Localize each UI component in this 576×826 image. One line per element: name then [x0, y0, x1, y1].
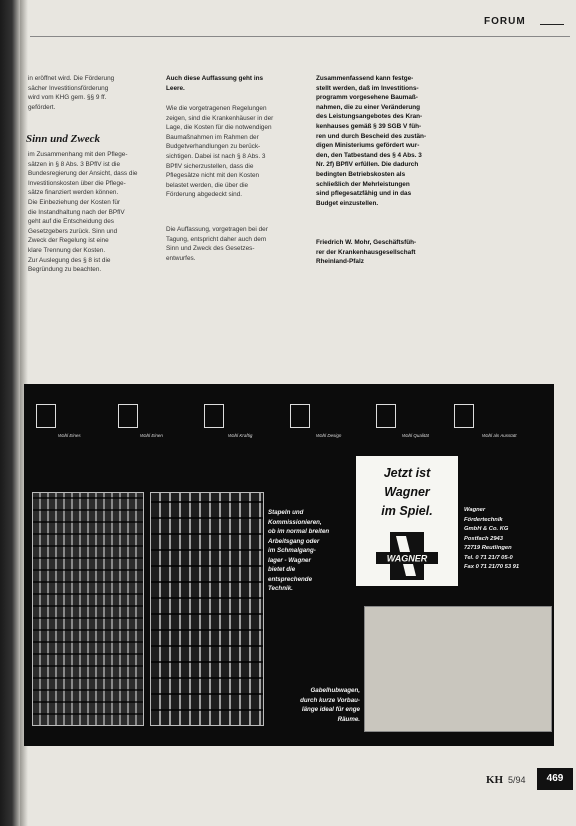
col2-para2: Wie die vorgetragenen Regelungen zeigen, sind die Krankenhäuser in der Lage, die Kosten für die notwendigen Baumaßnahmen im Rahmen der Budgetverhandlungen zu berück- sichtigen. Dabei ist nach § 8 Abs. 3 BPflV sicherzustellen, dass die Pflegesätze nicht mit den Kosten belastet werden, die über die Förderung abgedeckt sind.: [166, 105, 274, 199]
issue-number: 5/94: [508, 775, 526, 785]
section-header: FORUM: [484, 16, 526, 27]
pallet-truck-photo: [364, 606, 552, 732]
page-number: 469: [537, 768, 573, 790]
truck-row: [24, 386, 554, 438]
col3-para1: Zusammenfassend kann festge- stellt werden, daß im Investitions- programm vorgesehene Baumaß- nahmen, die zu einer Veränderung des Leistungsangebotes des Kran- kenhauses gemäß § 39 SGB V füh- ren und durch Bescheid des zustän- digen Ministeriums gefördert wur- den, den Tatbestand des § 4 Abs. 3 Nr. 2f) BPflV erfüllen. Die dadurch bedingten Betriebskosten als schließlich der Mehrleistungen sind pflegesatzfähig und in das Budget einzustellen.: [316, 75, 427, 207]
warehouse-photo-middle: [150, 492, 264, 726]
logo-text: WAGNER: [386, 553, 428, 564]
forklift-icon: [290, 404, 310, 428]
col2-para1: Auch diese Auffassung geht ins Leere.: [166, 75, 264, 92]
header-rule: [540, 24, 564, 25]
forklift-icon: [204, 404, 224, 428]
truck-label: Wahl Design: [316, 433, 342, 438]
truck-label: Wahl als Ausstatt: [482, 433, 517, 438]
forklift-icon: [454, 404, 474, 428]
forklift-icon: [118, 404, 138, 428]
magazine-brand: KH: [486, 774, 504, 786]
truck-label: Wahl Qualität: [402, 433, 429, 438]
book-binding: [0, 0, 20, 826]
col1-text-bottom: im Zusammenhang mit den Pflege- sätzen in § 8 Abs. 3 BPflV ist die Bundesregierung der Ansicht, dass die Investitionskosten über die Pflege- sätze finanziert werden können. Die Einbeziehung der Kosten für die Instandhaltung nach der BPflV geht auf die Entscheidung des Gesetzgebers zurück. Sinn und Zweck der Regelung ist eine klare Trennung der Kosten. Zur Auslegung des § 8 ist die Begründung zu beachten.: [28, 151, 138, 274]
warehouse-photo-left: [32, 492, 144, 726]
col2-para3: Die Auffassung, vorgetragen bei der Tagung, entspricht daher auch dem Sinn und Zweck des Gesetzes- entwurfes.: [166, 226, 268, 262]
slogan-box: [356, 456, 458, 586]
truck-label: Wahl Eines: [58, 433, 81, 438]
section-heading: Sinn und Zweck: [26, 133, 100, 145]
col3-signature: Friedrich W. Mohr, Geschäftsfüh- rer der Krankenhausgesellschaft Rheinland-Pfalz: [316, 239, 417, 266]
ad-caption-bottom: Gabelhubwagen, durch kurze Vorbau- länge ideal für enge Räume.: [300, 687, 360, 723]
truck-label: Wahl Einen: [140, 433, 163, 438]
ad-contact: Wagner Fördertechnik GmbH & Co. KG Postfach 2943 72719 Reutlingen Tel. 0 71 21/7 05-0 Fax 0 71 21/70 53 91: [464, 507, 520, 570]
wagner-advertisement: [24, 384, 554, 746]
wagner-logo: [376, 532, 438, 580]
forklift-icon: [36, 404, 56, 428]
truck-label: Wahl Kraftig: [228, 433, 253, 438]
forklift-icon: [376, 404, 396, 428]
col1-text-top: in eröffnet wird. Die Förderung sächer Investitionsförderung wird vom KHG gem. §§ 9 ff. gefördert.: [28, 75, 115, 111]
ad-slogan: Jetzt ist Wagner im Spiel.: [381, 466, 433, 518]
ad-caption-top: Stapeln und Kommissionieren, ob im normal breiten Arbeitsgang oder im Schmalgang- lager - Wagner bietet die entsprechende Technik.: [268, 509, 330, 592]
top-divider: [30, 36, 570, 37]
